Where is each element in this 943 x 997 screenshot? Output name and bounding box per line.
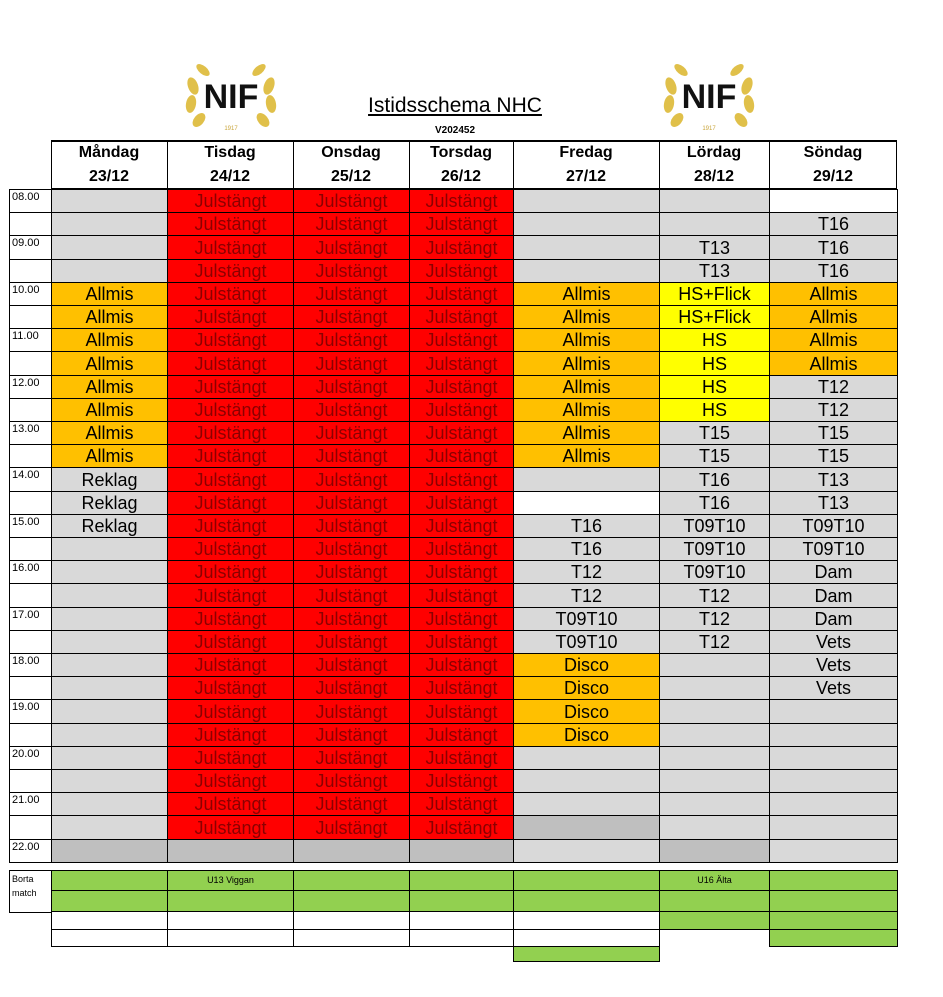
- schedule-cell: [769, 189, 898, 213]
- schedule-cell: Allmis: [513, 421, 660, 445]
- schedule-cell: [659, 189, 770, 213]
- schedule-cell: Allmis: [51, 282, 168, 306]
- schedule-cell: Julstängt: [293, 444, 410, 468]
- schedule-cell: T15: [769, 421, 898, 445]
- day-date: 28/12: [693, 168, 735, 185]
- schedule-cell: [513, 815, 660, 840]
- schedule-cell: T13: [769, 467, 898, 492]
- borta-cell: [513, 929, 660, 947]
- schedule-cell: Allmis: [769, 351, 898, 376]
- borta-cell: [513, 911, 660, 930]
- schedule-cell: T13: [769, 491, 898, 515]
- schedule-cell: T09T10: [513, 607, 660, 631]
- schedule-cell: [51, 723, 168, 747]
- schedule-cell: T16: [769, 259, 898, 283]
- schedule-cell: T15: [769, 444, 898, 468]
- schedule-cell: Julstängt: [293, 375, 410, 399]
- schedule-cell: T16: [769, 235, 898, 260]
- schedule-cell: T12: [513, 583, 660, 608]
- schedule-cell: Julstängt: [409, 259, 514, 283]
- logo-text: NIF: [203, 78, 259, 116]
- schedule-cell: [659, 699, 770, 724]
- schedule-cell: Disco: [513, 723, 660, 747]
- nif-logo-right: [659, 56, 759, 136]
- schedule-cell: Julstängt: [409, 235, 514, 260]
- logo-year: 1917: [702, 126, 716, 132]
- schedule-cell: Julstängt: [167, 630, 294, 654]
- schedule-cell: [659, 746, 770, 770]
- schedule-cell: [769, 769, 898, 793]
- borta-cell: [513, 870, 660, 891]
- schedule-cell: [769, 699, 898, 724]
- schedule-cell: Allmis: [513, 328, 660, 352]
- schedule-cell: [659, 839, 770, 863]
- schedule-cell: [51, 259, 168, 283]
- schedule-cell: Julstängt: [293, 537, 410, 561]
- schedule-cell: Allmis: [51, 421, 168, 445]
- day-date: 27/12: [565, 168, 607, 185]
- schedule-cell: HS+Flick: [659, 282, 770, 306]
- borta-cell: [409, 870, 514, 891]
- day-name: Torsdag: [430, 144, 492, 161]
- schedule-cell: Reklag: [51, 467, 168, 492]
- schedule-cell: Julstängt: [167, 351, 294, 376]
- schedule-cell: Julstängt: [409, 375, 514, 399]
- borta-cell: U16 Älta: [659, 870, 770, 891]
- borta-cell: [409, 890, 514, 912]
- time-cell: 13.00: [9, 421, 52, 445]
- time-cell: [9, 491, 52, 515]
- borta-cell: [769, 870, 898, 891]
- schedule-cell: Julstängt: [409, 328, 514, 352]
- schedule-cell: Julstängt: [293, 514, 410, 538]
- time-cell: [9, 676, 52, 700]
- schedule-cell: Vets: [769, 653, 898, 677]
- schedule-cell: Julstängt: [293, 491, 410, 515]
- schedule-cell: [513, 839, 660, 863]
- schedule-cell: [513, 259, 660, 283]
- version-label: V202452: [434, 125, 476, 136]
- schedule-cell: Julstängt: [167, 746, 294, 770]
- schedule-cell: Julstängt: [167, 375, 294, 399]
- schedule-cell: Julstängt: [167, 723, 294, 747]
- schedule-cell: T15: [659, 444, 770, 468]
- schedule-cell: Allmis: [513, 351, 660, 376]
- borta-cell: [167, 929, 294, 947]
- borta-cell: [409, 929, 514, 947]
- day-name: Söndag: [803, 144, 863, 161]
- schedule-cell: [659, 769, 770, 793]
- time-cell: 22.00: [9, 839, 52, 863]
- schedule-cell: T09T10: [659, 514, 770, 538]
- borta-cell: [51, 890, 168, 912]
- schedule-cell: Disco: [513, 653, 660, 677]
- day-name: Lördag: [686, 144, 742, 161]
- schedule-cell: Disco: [513, 676, 660, 700]
- schedule-cell: Reklag: [51, 514, 168, 538]
- schedule-cell: T13: [659, 259, 770, 283]
- schedule-cell: Julstängt: [409, 398, 514, 422]
- schedule-cell: Julstängt: [293, 328, 410, 352]
- schedule-cell: T12: [659, 607, 770, 631]
- schedule-cell: T09T10: [659, 537, 770, 561]
- day-date: 29/12: [812, 168, 854, 185]
- schedule-cell: [513, 746, 660, 770]
- schedule-cell: T12: [769, 375, 898, 399]
- schedule-cell: Julstängt: [293, 259, 410, 283]
- schedule-cell: Julstängt: [293, 723, 410, 747]
- nif-logo-left: [181, 56, 281, 136]
- schedule-cell: [51, 676, 168, 700]
- schedule-cell: Julstängt: [293, 746, 410, 770]
- schedule-cell: Julstängt: [293, 421, 410, 445]
- schedule-cell: [659, 653, 770, 677]
- time-cell: [9, 212, 52, 236]
- schedule-cell: [51, 560, 168, 584]
- time-cell: 17.00: [9, 607, 52, 631]
- time-cell: [9, 259, 52, 283]
- schedule-cell: Julstängt: [167, 769, 294, 793]
- borta-cell: [409, 911, 514, 930]
- schedule-cell: T16: [659, 491, 770, 515]
- schedule-cell: T09T10: [659, 560, 770, 584]
- schedule-cell: Allmis: [51, 351, 168, 376]
- schedule-cell: [513, 769, 660, 793]
- schedule-cell: [769, 723, 898, 747]
- day-name: Måndag: [78, 144, 140, 161]
- time-cell: 08.00: [9, 189, 52, 213]
- schedule-cell: [659, 212, 770, 236]
- schedule-cell: Julstängt: [293, 699, 410, 724]
- schedule-cell: [51, 189, 168, 213]
- schedule-cell: HS: [659, 375, 770, 399]
- time-cell: [9, 815, 52, 840]
- borta-cell: [293, 911, 410, 930]
- schedule-cell: Allmis: [51, 398, 168, 422]
- schedule-cell: Julstängt: [293, 467, 410, 492]
- schedule-cell: [513, 212, 660, 236]
- schedule-cell: Allmis: [51, 444, 168, 468]
- schedule-cell: HS+Flick: [659, 305, 770, 329]
- schedule-cell: Julstängt: [167, 792, 294, 816]
- schedule-cell: Julstängt: [409, 444, 514, 468]
- time-cell: 09.00: [9, 235, 52, 260]
- schedule-cell: Allmis: [769, 305, 898, 329]
- schedule-cell: [51, 699, 168, 724]
- schedule-cell: T12: [769, 398, 898, 422]
- schedule-cell: HS: [659, 398, 770, 422]
- schedule-cell: Disco: [513, 699, 660, 724]
- day-name: Fredag: [559, 144, 613, 161]
- schedule-cell: Julstängt: [409, 653, 514, 677]
- borta-cell: [769, 929, 898, 947]
- schedule-cell: Allmis: [51, 375, 168, 399]
- time-cell: 16.00: [9, 560, 52, 584]
- schedule-cell: [513, 491, 660, 515]
- schedule-cell: Julstängt: [167, 282, 294, 306]
- schedule-cell: [51, 769, 168, 793]
- time-cell: [9, 583, 52, 608]
- schedule-cell: T15: [659, 421, 770, 445]
- borta-cell: [167, 890, 294, 912]
- schedule-cell: Julstängt: [293, 676, 410, 700]
- schedule-cell: [513, 792, 660, 816]
- schedule-cell: [51, 653, 168, 677]
- schedule-cell: Julstängt: [293, 607, 410, 631]
- borta-cell: [51, 911, 168, 930]
- borta-cell: [659, 890, 770, 912]
- schedule-cell: Julstängt: [409, 491, 514, 515]
- schedule-cell: Dam: [769, 560, 898, 584]
- schedule-cell: Julstängt: [293, 769, 410, 793]
- schedule-cell: [769, 792, 898, 816]
- borta-cell: [51, 870, 168, 891]
- schedule-cell: [659, 676, 770, 700]
- borta-label-line: match: [12, 887, 37, 898]
- time-cell: [9, 537, 52, 561]
- schedule-cell: [769, 815, 898, 840]
- schedule-cell: Julstängt: [409, 189, 514, 213]
- schedule-cell: [513, 189, 660, 213]
- schedule-cell: Julstängt: [409, 607, 514, 631]
- schedule-cell: Julstängt: [167, 607, 294, 631]
- borta-match-label: [9, 870, 52, 913]
- time-cell: 10.00: [9, 282, 52, 306]
- logo-year: 1917: [224, 126, 238, 132]
- time-cell: 14.00: [9, 467, 52, 492]
- schedule-cell: [51, 607, 168, 631]
- schedule-cell: Julstängt: [409, 282, 514, 306]
- schedule-cell: Julstängt: [293, 792, 410, 816]
- schedule-cell: T13: [659, 235, 770, 260]
- schedule-cell: Allmis: [513, 305, 660, 329]
- schedule-cell: [769, 839, 898, 863]
- schedule-cell: Julstängt: [409, 723, 514, 747]
- schedule-cell: Julstängt: [293, 653, 410, 677]
- borta-cell: [51, 929, 168, 947]
- schedule-cell: [51, 746, 168, 770]
- day-name: Tisdag: [204, 144, 256, 161]
- schedule-cell: Julstängt: [167, 235, 294, 260]
- time-cell: 19.00: [9, 699, 52, 724]
- schedule-cell: Julstängt: [409, 583, 514, 608]
- schedule-cell: T16: [659, 467, 770, 492]
- schedule-cell: Julstängt: [167, 560, 294, 584]
- schedule-cell: Vets: [769, 676, 898, 700]
- borta-cell: [513, 946, 660, 962]
- schedule-cell: Julstängt: [167, 537, 294, 561]
- schedule-cell: Julstängt: [167, 514, 294, 538]
- schedule-cell: Allmis: [51, 305, 168, 329]
- schedule-cell: [51, 537, 168, 561]
- schedule-cell: [167, 839, 294, 863]
- schedule-cell: [51, 583, 168, 608]
- schedule-cell: Julstängt: [167, 259, 294, 283]
- schedule-cell: [51, 212, 168, 236]
- schedule-cell: [659, 815, 770, 840]
- schedule-cell: Julstängt: [293, 815, 410, 840]
- schedule-cell: T09T10: [769, 514, 898, 538]
- borta-cell: [769, 890, 898, 912]
- schedule-cell: Julstängt: [409, 351, 514, 376]
- time-cell: [9, 398, 52, 422]
- schedule-cell: T09T10: [513, 630, 660, 654]
- borta-cell: [293, 929, 410, 947]
- schedule-cell: Julstängt: [293, 630, 410, 654]
- schedule-cell: HS: [659, 328, 770, 352]
- schedule-cell: Allmis: [513, 282, 660, 306]
- schedule-cell: Julstängt: [293, 235, 410, 260]
- day-date: 23/12: [88, 168, 130, 185]
- schedule-cell: T16: [513, 537, 660, 561]
- schedule-cell: Julstängt: [409, 537, 514, 561]
- schedule-cell: [51, 839, 168, 863]
- schedule-cell: Julstängt: [409, 699, 514, 724]
- schedule-cell: Julstängt: [293, 282, 410, 306]
- schedule-cell: T16: [513, 514, 660, 538]
- schedule-cell: [513, 467, 660, 492]
- time-cell: [9, 305, 52, 329]
- schedule-cell: [513, 235, 660, 260]
- schedule-cell: Julstängt: [167, 467, 294, 492]
- time-cell: 12.00: [9, 375, 52, 399]
- schedule-cell: Julstängt: [409, 305, 514, 329]
- schedule-cell: Julstängt: [167, 189, 294, 213]
- schedule-cell: Julstängt: [293, 351, 410, 376]
- schedule-cell: Julstängt: [409, 467, 514, 492]
- schedule-cell: Reklag: [51, 491, 168, 515]
- schedule-cell: Allmis: [513, 398, 660, 422]
- time-cell: 21.00: [9, 792, 52, 816]
- schedule-cell: Allmis: [769, 328, 898, 352]
- time-cell: [9, 723, 52, 747]
- schedule-cell: T12: [513, 560, 660, 584]
- schedule-cell: Julstängt: [409, 514, 514, 538]
- time-cell: [9, 769, 52, 793]
- day-date: 26/12: [440, 168, 482, 185]
- schedule-cell: Julstängt: [167, 305, 294, 329]
- schedule-cell: [51, 630, 168, 654]
- time-cell: [9, 351, 52, 376]
- schedule-cell: T12: [659, 630, 770, 654]
- schedule-cell: [51, 815, 168, 840]
- schedule-cell: Julstängt: [293, 583, 410, 608]
- time-cell: 11.00: [9, 328, 52, 352]
- schedule-cell: Julstängt: [167, 328, 294, 352]
- schedule-cell: Julstängt: [293, 305, 410, 329]
- schedule-cell: Julstängt: [409, 815, 514, 840]
- schedule-cell: Julstängt: [293, 398, 410, 422]
- schedule-cell: Julstängt: [409, 769, 514, 793]
- schedule-cell: [51, 235, 168, 260]
- schedule-cell: Julstängt: [167, 676, 294, 700]
- schedule-cell: Julstängt: [167, 444, 294, 468]
- schedule-cell: Julstängt: [167, 398, 294, 422]
- day-date: 24/12: [209, 168, 251, 185]
- schedule-cell: Allmis: [513, 444, 660, 468]
- schedule-cell: [769, 746, 898, 770]
- time-cell: 18.00: [9, 653, 52, 677]
- day-name: Onsdag: [321, 144, 381, 161]
- schedule-cell: [659, 723, 770, 747]
- schedule-cell: Julstängt: [409, 421, 514, 445]
- schedule-cell: Julstängt: [167, 699, 294, 724]
- schedule-cell: Julstängt: [409, 630, 514, 654]
- borta-label-line: Borta: [12, 874, 34, 884]
- schedule-cell: Dam: [769, 583, 898, 608]
- borta-cell: [769, 911, 898, 930]
- schedule-cell: [409, 839, 514, 863]
- schedule-cell: Julstängt: [409, 560, 514, 584]
- schedule-cell: Julstängt: [409, 792, 514, 816]
- day-date: 25/12: [330, 168, 372, 185]
- logo-text: NIF: [681, 78, 737, 116]
- schedule-cell: T12: [659, 583, 770, 608]
- schedule-cell: Julstängt: [409, 746, 514, 770]
- schedule-cell: Allmis: [51, 328, 168, 352]
- borta-cell: U13 Viggan: [167, 870, 294, 891]
- schedule-cell: Vets: [769, 630, 898, 654]
- schedule-cell: Julstängt: [167, 815, 294, 840]
- page-title: Istidsschema NHC: [368, 94, 542, 117]
- time-cell: [9, 630, 52, 654]
- schedule-cell: T16: [769, 212, 898, 236]
- schedule-cell: Julstängt: [167, 212, 294, 236]
- time-cell: 15.00: [9, 514, 52, 538]
- borta-cell: [293, 870, 410, 891]
- schedule-cell: HS: [659, 351, 770, 376]
- schedule-cell: Julstängt: [409, 212, 514, 236]
- borta-cell: [513, 890, 660, 912]
- schedule-cell: Julstängt: [293, 212, 410, 236]
- schedule-cell: Allmis: [769, 282, 898, 306]
- borta-cell: [659, 911, 770, 930]
- schedule-cell: Julstängt: [293, 560, 410, 584]
- schedule-cell: Julstängt: [409, 676, 514, 700]
- borta-cell: [167, 911, 294, 930]
- schedule-cell: Allmis: [513, 375, 660, 399]
- schedule-cell: Julstängt: [167, 421, 294, 445]
- schedule-cell: [293, 839, 410, 863]
- schedule-cell: [51, 792, 168, 816]
- schedule-cell: Julstängt: [293, 189, 410, 213]
- time-cell: [9, 444, 52, 468]
- borta-cell: [293, 890, 410, 912]
- time-cell: 20.00: [9, 746, 52, 770]
- schedule-cell: Julstängt: [167, 583, 294, 608]
- schedule-cell: Julstängt: [167, 653, 294, 677]
- schedule-cell: Julstängt: [167, 491, 294, 515]
- schedule-cell: Dam: [769, 607, 898, 631]
- schedule-cell: [659, 792, 770, 816]
- schedule-cell: T09T10: [769, 537, 898, 561]
